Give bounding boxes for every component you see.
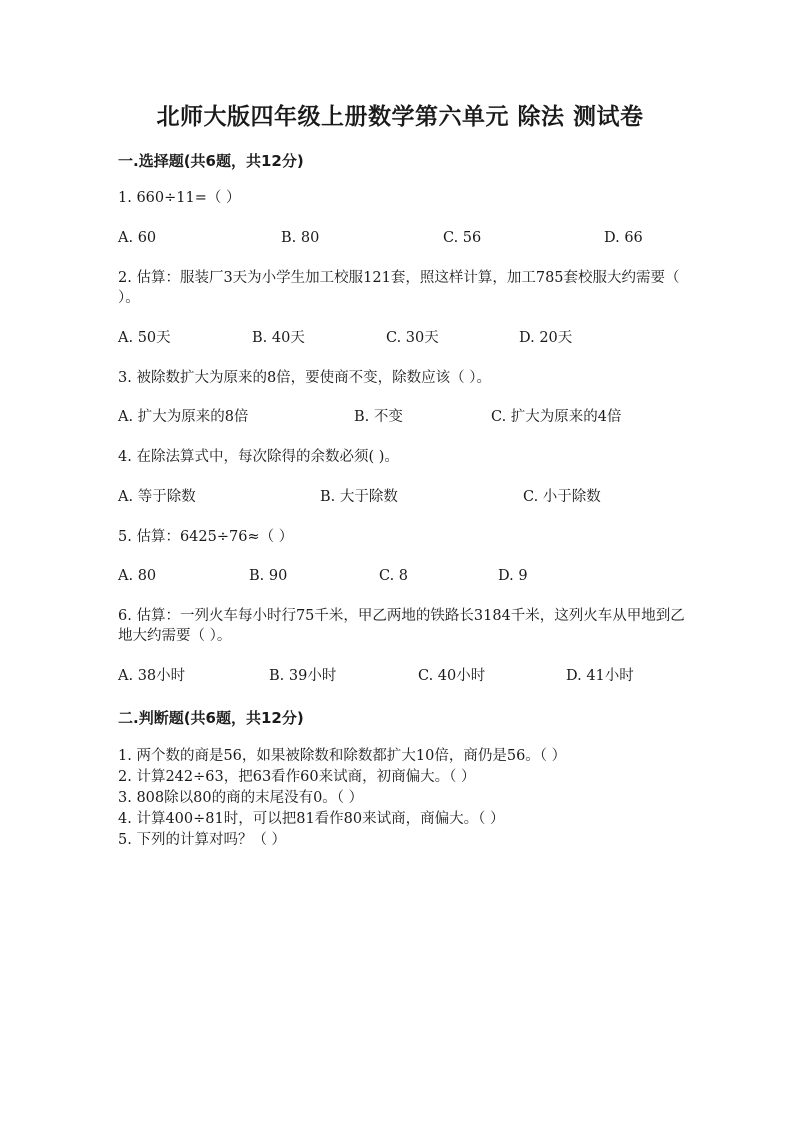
question-3: 3. 被除数扩大为原来的8倍，要使商不变，除数应该（ ）。: [118, 370, 492, 386]
question-6: 6. 估算：一列火车每小时行75千米，甲乙两地的铁路长3184千米，这列火车从甲地到乙地大约需要（ ）。: [118, 608, 685, 644]
option-b: B. 80: [281, 230, 320, 246]
option-c: C. 56: [443, 230, 482, 246]
section-heading-choice: 一.选择题(共6题，共12分): [118, 152, 304, 170]
judge-item-1: 1. 两个数的商是56，如果被除数和除数都扩大10倍，商仍是56。（ ）: [118, 748, 567, 764]
question-5: 5. 估算：6425÷76≈（ ）: [118, 529, 294, 545]
option-a: A. 38小时: [118, 668, 186, 684]
option-a: A. 50天: [118, 330, 171, 346]
option-c: C. 小于除数: [523, 489, 601, 505]
question-4: 4. 在除法算式中，每次除得的余数必须( )。: [118, 449, 399, 465]
option-a: A. 扩大为原来的8倍: [118, 409, 249, 425]
option-b: B. 40天: [252, 330, 305, 346]
option-c: C. 30天: [386, 330, 439, 346]
judge-item-2: 2. 计算242÷63，把63看作60来试商，初商偏大。（ ）: [118, 769, 476, 785]
judge-item-4: 4. 计算400÷81时，可以把81看作80来试商，商偏大。（ ）: [118, 811, 505, 827]
option-d: D. 41小时: [566, 668, 634, 684]
option-b: B. 90: [249, 568, 288, 584]
option-a: A. 等于除数: [118, 489, 196, 505]
page-title: 北师大版四年级上册数学第六单元 除法 测试卷: [156, 104, 644, 130]
question-1: 1. 660÷11=（ ）: [118, 190, 241, 206]
option-d: D. 66: [604, 230, 643, 246]
option-d: D. 20天: [519, 330, 573, 346]
question-2: 2. 估算：服装厂3天为小学生加工校服121套，照这样计算，加工785套校服大约需要（ ）。: [118, 270, 680, 306]
judge-item-5: 5. 下列的计算对吗？（ ）: [118, 832, 287, 848]
option-a: A. 80: [118, 568, 157, 584]
option-c: C. 扩大为原来的4倍: [491, 409, 622, 425]
option-b: B. 大于除数: [320, 489, 398, 505]
option-d: D. 9: [498, 568, 528, 584]
option-c: C. 40小时: [418, 668, 486, 684]
judge-item-3: 3. 808除以80的商的末尾没有0。（ ）: [118, 790, 364, 806]
option-c: C. 8: [379, 568, 409, 584]
option-b: B. 不变: [354, 409, 403, 425]
option-a: A. 60: [118, 230, 157, 246]
section-heading-judge: 二.判断题(共6题，共12分): [118, 709, 304, 727]
option-b: B. 39小时: [269, 668, 337, 684]
